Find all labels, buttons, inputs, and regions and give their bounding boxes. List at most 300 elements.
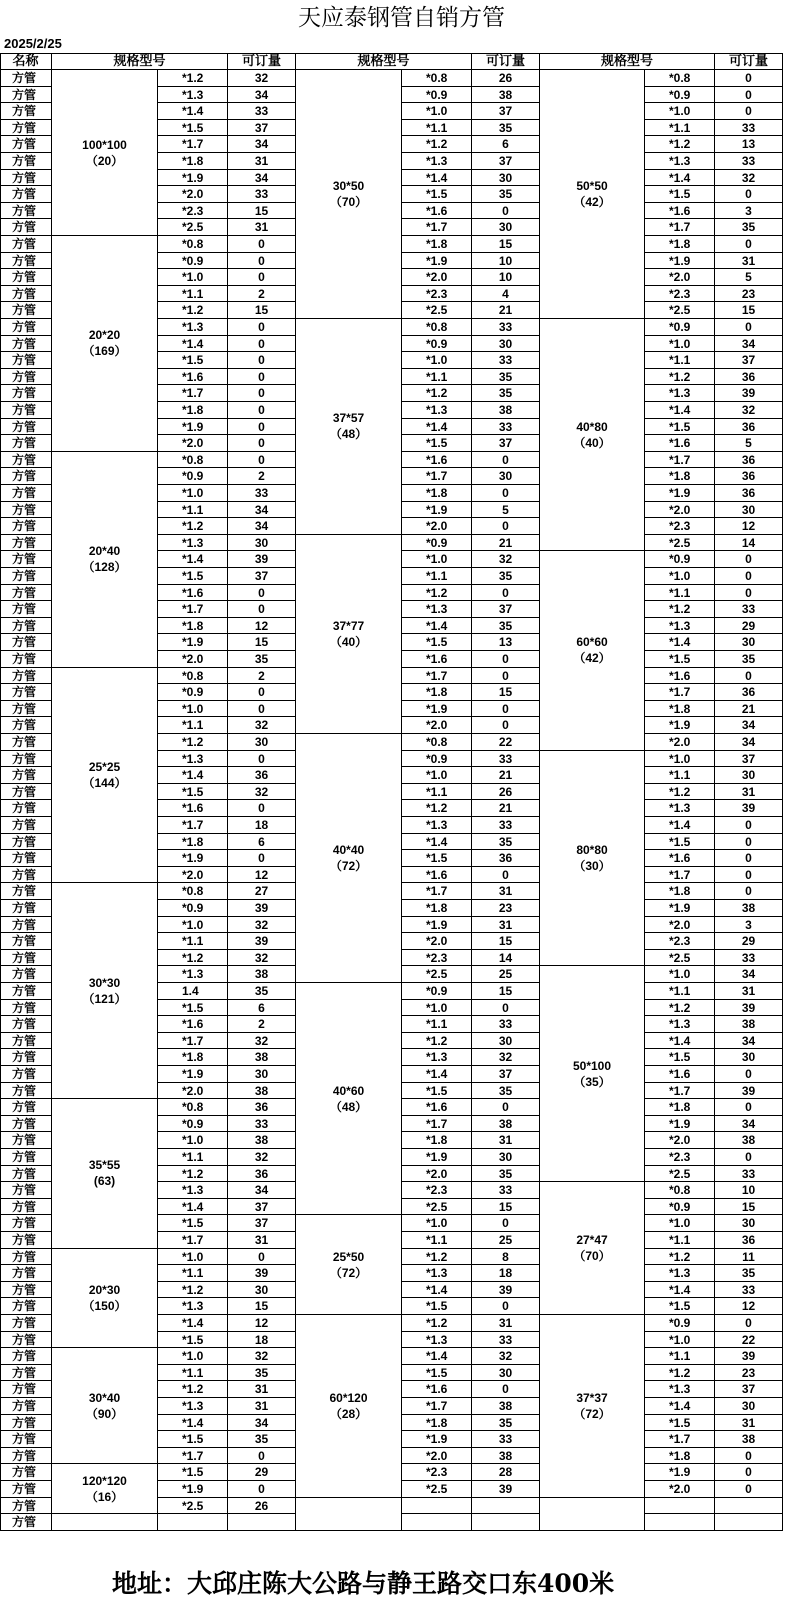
thickness-cell: *1.2 (645, 1000, 715, 1017)
thickness-cell: *1.4 (645, 1398, 715, 1415)
quantity-cell: 37 (472, 1066, 540, 1083)
size-group (296, 70, 402, 319)
quantity-cell: 0 (472, 203, 540, 220)
quantity-cell: 38 (228, 1083, 296, 1100)
thickness-cell: *1.9 (645, 1116, 715, 1133)
quantity-cell: 0 (472, 867, 540, 884)
thickness-cell: *1.2 (645, 1249, 715, 1266)
row-name: 方管 (0, 1182, 52, 1199)
quantity-cell: 32 (228, 70, 296, 87)
thickness-cell: *1.1 (158, 502, 228, 519)
row-name: 方管 (0, 618, 52, 635)
quantity-cell: 35 (715, 1265, 783, 1282)
thickness-cell: *1.3 (645, 385, 715, 402)
quantity-cell: 37 (472, 601, 540, 618)
row-name: 方管 (0, 419, 52, 436)
quantity-cell: 30 (228, 535, 296, 552)
group-size: 30*40 (88, 1390, 121, 1405)
thickness-cell: *1.9 (158, 170, 228, 187)
thickness-cell: *1.3 (645, 1016, 715, 1033)
quantity-cell: 6 (228, 1000, 296, 1017)
quantity-cell: 25 (472, 1232, 540, 1249)
thickness-cell: *2.0 (645, 917, 715, 934)
quantity-cell: 22 (715, 1332, 783, 1349)
size-group (52, 452, 158, 668)
thickness-cell: *0.9 (402, 336, 472, 353)
quantity-cell: 30 (472, 219, 540, 236)
thickness-cell: *1.9 (158, 850, 228, 867)
quantity-cell: 0 (715, 867, 783, 884)
quantity-cell: 37 (228, 1199, 296, 1216)
thickness-cell: *1.4 (645, 402, 715, 419)
row-name: 方管 (0, 767, 52, 784)
row-name: 方管 (0, 1116, 52, 1133)
quantity-cell: 33 (715, 153, 783, 170)
group-count: （40） (573, 435, 611, 450)
group-count: （72） (329, 859, 368, 873)
quantity-cell: 6 (228, 834, 296, 851)
quantity-cell: 33 (228, 186, 296, 203)
quantity-cell: 32 (472, 1348, 540, 1365)
thickness-cell: *1.5 (402, 850, 472, 867)
thickness-cell: *1.2 (402, 385, 472, 402)
thickness-cell: *1.4 (158, 1315, 228, 1332)
quantity-cell: 38 (472, 1116, 540, 1133)
quantity-cell: 35 (715, 219, 783, 236)
thickness-cell: *1.8 (158, 402, 228, 419)
thickness-cell: *1.4 (402, 1282, 472, 1299)
thickness-cell: *1.3 (645, 1381, 715, 1398)
group-size: 25*25 (88, 759, 121, 774)
quantity-cell: 33 (472, 751, 540, 768)
thickness-cell: *1.7 (158, 1232, 228, 1249)
thickness-cell: *1.7 (402, 219, 472, 236)
quantity-cell: 30 (472, 1033, 540, 1050)
size-group (540, 1182, 645, 1315)
quantity-cell: 34 (228, 136, 296, 153)
quantity-cell: 32 (472, 551, 540, 568)
thickness-cell: *1.2 (402, 1249, 472, 1266)
thickness-cell: *0.9 (645, 87, 715, 104)
thickness-cell: *1.3 (158, 535, 228, 552)
quantity-cell: 33 (715, 1166, 783, 1183)
row-name: 方管 (0, 70, 52, 87)
thickness-cell: *1.7 (645, 1083, 715, 1100)
thickness-cell: *2.3 (645, 933, 715, 950)
thickness-cell: *0.9 (158, 253, 228, 270)
thickness-cell: *1.6 (645, 435, 715, 452)
thickness-cell: *1.0 (645, 1215, 715, 1232)
row-name: 方管 (0, 535, 52, 552)
thickness-cell: *1.9 (402, 917, 472, 934)
quantity-cell: 34 (228, 518, 296, 535)
row-name: 方管 (0, 1298, 52, 1315)
row-name: 方管 (0, 784, 52, 801)
row-name: 方管 (0, 917, 52, 934)
group-count: （42） (573, 651, 611, 666)
thickness-cell: *1.1 (645, 120, 715, 137)
size-group (540, 551, 645, 750)
row-name: 方管 (0, 170, 52, 187)
row-name: 方管 (0, 585, 52, 602)
quantity-cell: 38 (228, 1049, 296, 1066)
size-group (52, 1348, 158, 1464)
thickness-cell: *1.7 (402, 1116, 472, 1133)
quantity-cell: 0 (715, 668, 783, 685)
thickness-cell: *1.8 (645, 1448, 715, 1465)
quantity-cell: 39 (715, 1000, 783, 1017)
group-count: （72） (329, 1265, 368, 1280)
row-name: 方管 (0, 402, 52, 419)
quantity-cell: 18 (228, 817, 296, 834)
group-size: 37*57 (332, 411, 365, 426)
thickness-cell: *1.3 (158, 1298, 228, 1315)
group-size: 50*100 (572, 1058, 612, 1073)
quantity-cell: 33 (715, 120, 783, 137)
thickness-cell: *1.3 (402, 1332, 472, 1349)
group-size: 27*47 (576, 1233, 608, 1248)
header-name: 名称 (0, 53, 52, 70)
thickness-cell: *1.8 (645, 236, 715, 253)
thickness-cell: *1.8 (158, 618, 228, 635)
thickness-cell: *2.0 (402, 933, 472, 950)
quantity-cell: 30 (715, 1398, 783, 1415)
thickness-cell: *2.0 (158, 867, 228, 884)
quantity-cell: 0 (715, 1066, 783, 1083)
quantity-cell: 30 (715, 767, 783, 784)
row-name: 方管 (0, 1498, 52, 1515)
thickness-cell: *2.0 (645, 502, 715, 519)
thickness-cell: *1.5 (645, 834, 715, 851)
quantity-cell: 31 (472, 883, 540, 900)
quantity-cell: 32 (228, 717, 296, 734)
thickness-cell: *1.2 (158, 734, 228, 751)
header-spec: 规格型号 (52, 53, 228, 70)
quantity-cell: 0 (228, 684, 296, 701)
row-name: 方管 (0, 966, 52, 983)
quantity-cell: 38 (472, 1448, 540, 1465)
quantity-cell: 0 (715, 1099, 783, 1116)
thickness-cell: *2.0 (158, 435, 228, 452)
quantity-cell: 0 (715, 817, 783, 834)
quantity-cell: 32 (228, 1033, 296, 1050)
quantity-cell: 2 (228, 286, 296, 303)
thickness-cell: *0.8 (158, 883, 228, 900)
thickness-cell: *1.2 (645, 369, 715, 386)
row-name: 方管 (0, 1365, 52, 1382)
row-name: 方管 (0, 551, 52, 568)
group-count: （48） (329, 1099, 368, 1114)
quantity-cell: 33 (472, 352, 540, 369)
quantity-cell (472, 1498, 540, 1515)
thickness-cell: *1.8 (402, 485, 472, 502)
thickness-cell: *1.4 (402, 618, 472, 635)
size-group (52, 1464, 158, 1514)
quantity-cell: 34 (715, 336, 783, 353)
group-size: 35*55 (88, 1158, 121, 1173)
quantity-cell: 38 (228, 966, 296, 983)
group-count: （70） (329, 195, 368, 209)
quantity-cell: 15 (228, 203, 296, 220)
thickness-cell: *1.8 (158, 834, 228, 851)
quantity-cell: 5 (472, 502, 540, 519)
quantity-cell: 28 (472, 1464, 540, 1481)
row-name: 方管 (0, 1099, 52, 1116)
row-name: 方管 (0, 668, 52, 685)
group-size: 80*80 (576, 842, 608, 857)
thickness-cell: *2.0 (158, 1083, 228, 1100)
quantity-cell: 14 (715, 535, 783, 552)
thickness-cell: *1.2 (645, 136, 715, 153)
row-name: 方管 (0, 933, 52, 950)
quantity-cell: 33 (472, 419, 540, 436)
thickness-cell: *1.1 (645, 1348, 715, 1365)
quantity-cell: 39 (715, 1083, 783, 1100)
quantity-cell: 5 (715, 269, 783, 286)
quantity-cell: 15 (715, 302, 783, 319)
quantity-cell: 36 (715, 485, 783, 502)
thickness-cell: *1.0 (158, 1132, 228, 1149)
quantity-cell (715, 1514, 783, 1531)
thickness-cell: *1.0 (645, 568, 715, 585)
group-size: 60*60 (576, 635, 608, 650)
quantity-cell: 32 (228, 1348, 296, 1365)
thickness-cell: *0.9 (645, 1315, 715, 1332)
thickness-cell: *1.1 (402, 1016, 472, 1033)
quantity-cell: 0 (715, 319, 783, 336)
thickness-cell: *1.9 (645, 485, 715, 502)
size-group (52, 1514, 158, 1531)
thickness-cell: *1.0 (158, 1249, 228, 1266)
row-name: 方管 (0, 867, 52, 884)
quantity-cell: 0 (228, 385, 296, 402)
quantity-cell: 33 (472, 1332, 540, 1349)
thickness-cell: *1.4 (158, 1415, 228, 1432)
thickness-cell: *1.3 (158, 966, 228, 983)
group-count: （28） (329, 1406, 368, 1421)
quantity-cell: 31 (472, 1315, 540, 1332)
thickness-cell: *1.1 (158, 933, 228, 950)
row-name: 方管 (0, 1315, 52, 1332)
thickness-cell: *1.3 (645, 618, 715, 635)
size-group (540, 319, 645, 551)
thickness-cell: *0.9 (158, 468, 228, 485)
thickness-cell: *1.5 (158, 568, 228, 585)
thickness-cell: *0.9 (402, 983, 472, 1000)
thickness-cell: *1.5 (158, 120, 228, 137)
thickness-cell: *1.4 (402, 419, 472, 436)
quantity-cell: 38 (472, 1398, 540, 1415)
thickness-cell: *1.5 (645, 1049, 715, 1066)
quantity-cell: 29 (715, 618, 783, 635)
quantity-cell: 0 (472, 585, 540, 602)
row-name: 方管 (0, 1232, 52, 1249)
quantity-cell: 3 (715, 917, 783, 934)
thickness-cell: *1.2 (645, 1365, 715, 1382)
thickness-cell: *1.9 (402, 253, 472, 270)
row-name: 方管 (0, 485, 52, 502)
thickness-cell: *2.5 (645, 1166, 715, 1183)
group-size: 25*50 (332, 1249, 365, 1264)
thickness-cell: 1.4 (158, 983, 228, 1000)
quantity-cell: 0 (715, 1149, 783, 1166)
quantity-cell: 22 (472, 734, 540, 751)
thickness-cell: *1.7 (402, 883, 472, 900)
thickness-cell: *2.0 (158, 186, 228, 203)
quantity-cell: 18 (472, 1265, 540, 1282)
group-count: （42） (573, 195, 611, 209)
quantity-cell: 36 (715, 468, 783, 485)
quantity-cell (472, 1514, 540, 1531)
thickness-cell: *2.3 (402, 286, 472, 303)
quantity-cell: 0 (228, 253, 296, 270)
address-footer: 地址：大邱庄陈大公路与静王路交口东400米 (112, 1569, 615, 1598)
row-name: 方管 (0, 800, 52, 817)
thickness-cell: *1.2 (158, 950, 228, 967)
quantity-cell: 21 (472, 302, 540, 319)
quantity-cell: 15 (228, 1298, 296, 1315)
row-name: 方管 (0, 336, 52, 353)
quantity-cell: 21 (715, 701, 783, 718)
row-name: 方管 (0, 734, 52, 751)
quantity-cell: 0 (715, 186, 783, 203)
thickness-cell: *1.5 (645, 419, 715, 436)
quantity-cell: 30 (228, 1066, 296, 1083)
quantity-cell: 15 (472, 983, 540, 1000)
row-name: 方管 (0, 1066, 52, 1083)
quantity-cell: 38 (472, 402, 540, 419)
thickness-cell: *1.2 (158, 1166, 228, 1183)
quantity-cell: 31 (715, 253, 783, 270)
thickness-cell: *0.9 (158, 1116, 228, 1133)
row-name: 方管 (0, 717, 52, 734)
quantity-cell: 31 (228, 219, 296, 236)
row-name: 方管 (0, 236, 52, 253)
quantity-cell: 34 (228, 170, 296, 187)
header-spec: 规格型号 (540, 53, 715, 70)
thickness-cell: *1.7 (158, 601, 228, 618)
row-name: 方管 (0, 1431, 52, 1448)
row-name: 方管 (0, 751, 52, 768)
quantity-cell: 33 (715, 950, 783, 967)
group-count: （16） (85, 1489, 124, 1504)
thickness-cell: *1.3 (402, 601, 472, 618)
size-group (296, 319, 402, 535)
group-size: 120*120 (82, 1473, 127, 1488)
thickness-cell: *1.8 (402, 1415, 472, 1432)
thickness-cell: *1.1 (402, 120, 472, 137)
thickness-cell: *2.5 (158, 1498, 228, 1515)
quantity-cell: 38 (715, 1016, 783, 1033)
thickness-cell: *1.4 (402, 834, 472, 851)
quantity-cell: 38 (715, 1431, 783, 1448)
row-name: 方管 (0, 850, 52, 867)
quantity-cell: 33 (472, 319, 540, 336)
thickness-cell: *2.5 (645, 950, 715, 967)
quantity-cell: 38 (715, 900, 783, 917)
quantity-cell: 0 (715, 551, 783, 568)
quantity-cell: 34 (715, 1116, 783, 1133)
page-title: 天应泰钢管自销方管 (298, 5, 505, 31)
quantity-cell: 2 (228, 668, 296, 685)
quantity-cell: 0 (715, 70, 783, 87)
quantity-cell: 2 (228, 1016, 296, 1033)
group-size: 20*20 (88, 328, 121, 343)
quantity-cell: 0 (472, 1381, 540, 1398)
quantity-cell: 0 (228, 269, 296, 286)
quantity-cell: 39 (228, 933, 296, 950)
thickness-cell: *1.6 (158, 1016, 228, 1033)
quantity-cell: 36 (228, 1099, 296, 1116)
quantity-cell: 0 (472, 485, 540, 502)
quantity-cell: 13 (715, 136, 783, 153)
size-group (540, 1498, 645, 1531)
quantity-cell: 30 (472, 170, 540, 187)
thickness-cell (645, 1498, 715, 1515)
quantity-cell: 36 (715, 452, 783, 469)
size-group (540, 1315, 645, 1498)
thickness-cell: *1.7 (158, 136, 228, 153)
row-name: 方管 (0, 1199, 52, 1216)
quantity-cell: 33 (472, 1016, 540, 1033)
quantity-cell: 36 (715, 369, 783, 386)
thickness-cell: *1.7 (402, 468, 472, 485)
thickness-cell: *1.1 (645, 352, 715, 369)
date-label: 2025/2/25 (4, 36, 62, 51)
quantity-cell: 32 (228, 917, 296, 934)
size-group (52, 1249, 158, 1349)
thickness-cell: *1.2 (158, 518, 228, 535)
quantity-cell: 38 (715, 1132, 783, 1149)
thickness-cell: *1.6 (158, 585, 228, 602)
thickness-cell: *1.5 (402, 435, 472, 452)
thickness-cell: *1.1 (402, 568, 472, 585)
group-size: 20*40 (88, 544, 121, 559)
row-name: 方管 (0, 1265, 52, 1282)
quantity-cell: 11 (715, 1249, 783, 1266)
quantity-cell: 23 (715, 1365, 783, 1382)
quantity-cell: 0 (228, 1249, 296, 1266)
row-name: 方管 (0, 684, 52, 701)
group-count: （128） (82, 560, 127, 575)
quantity-cell: 0 (228, 1481, 296, 1498)
size-group (52, 883, 158, 1099)
thickness-cell: *1.1 (645, 1232, 715, 1249)
quantity-cell: 26 (228, 1498, 296, 1515)
quantity-cell: 0 (715, 236, 783, 253)
quantity-cell: 29 (715, 933, 783, 950)
thickness-cell: *1.2 (158, 302, 228, 319)
thickness-cell: *2.5 (402, 966, 472, 983)
thickness-cell: *0.9 (402, 87, 472, 104)
thickness-cell: *1.2 (402, 136, 472, 153)
thickness-cell: *1.5 (645, 1298, 715, 1315)
row-name: 方管 (0, 1282, 52, 1299)
size-group (52, 1099, 158, 1248)
thickness-cell: *2.3 (158, 203, 228, 220)
quantity-cell: 18 (228, 1332, 296, 1349)
quantity-cell: 0 (715, 87, 783, 104)
thickness-cell: *1.5 (402, 1083, 472, 1100)
group-size: 100*100 (82, 137, 127, 152)
quantity-cell: 35 (472, 120, 540, 137)
group-count: （121） (82, 991, 127, 1006)
thickness-cell: *1.6 (645, 1066, 715, 1083)
thickness-cell: *1.0 (402, 352, 472, 369)
thickness-cell: *1.8 (645, 883, 715, 900)
thickness-cell: *1.1 (402, 1232, 472, 1249)
thickness-cell: *1.6 (402, 203, 472, 220)
